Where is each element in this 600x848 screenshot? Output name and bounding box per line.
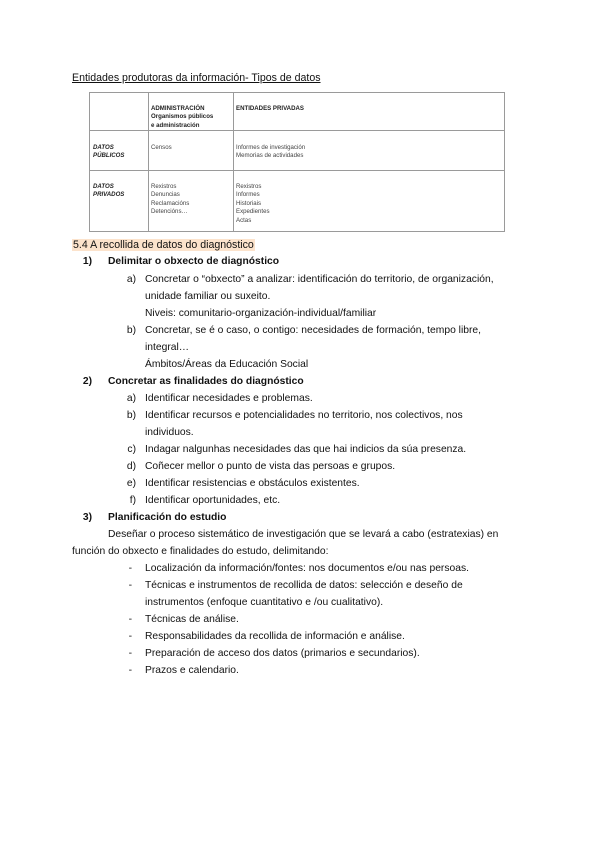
- list-text: Técnicas e instrumentos de recollida de datos: selección e deseño de: [145, 580, 463, 591]
- cell-line: Denuncias: [151, 191, 180, 199]
- bullet-marker: -: [128, 563, 132, 574]
- list-marker: b): [126, 410, 136, 421]
- list-text: Concretar o “obxecto” a analizar: identificación do territorio, de organización,: [145, 274, 494, 285]
- col-header-line: e administración: [151, 121, 200, 129]
- row-header-line: PÚBLICOS: [93, 152, 125, 160]
- list-text: Niveis: comunitario-organización-individual/familiar: [145, 308, 377, 319]
- list-marker: c): [127, 444, 136, 455]
- list-marker: d): [126, 461, 136, 472]
- cell-public-private: [236, 144, 305, 161]
- list-text: Identificar recursos e potencialidades no territorio, nos colectivos, nos: [145, 410, 463, 421]
- bullet-marker: -: [128, 648, 132, 659]
- row-header-line: DATOS: [93, 183, 114, 190]
- col-header-private: [236, 105, 304, 113]
- row-header-line: DATOS: [93, 144, 114, 151]
- cell-line: Expedientes: [236, 208, 270, 216]
- col-header-line: Organismos públicos: [151, 113, 214, 121]
- cell-line: Rexistros: [151, 183, 177, 190]
- cell-line: Informes de investigación: [236, 144, 306, 151]
- list-number: 2): [82, 376, 92, 387]
- cell-line: Reclamacións: [151, 199, 190, 207]
- subsection-title: Concretar as finalidades do diagnóstico: [108, 376, 304, 387]
- subsection-title: Delimitar o obxecto de diagnóstico: [108, 256, 280, 267]
- list-marker: e): [126, 478, 136, 489]
- cell-line: Actas: [236, 216, 252, 224]
- list-text: instrumentos (enfoque cuantitativo e /ou cualitativo).: [145, 597, 384, 608]
- cell-public-admin: [151, 144, 172, 152]
- list-text: individuos.: [145, 427, 194, 438]
- table-divider: [148, 93, 149, 231]
- data-types-table: [89, 92, 505, 232]
- paragraph-text: Deseñar o proceso sistemático de investigación que se levará a cabo (estratexias) en: [108, 529, 499, 540]
- list-text: Coñecer mellor o punto de vista das persoas e grupos.: [145, 461, 396, 472]
- cell-line: Rexistros: [236, 183, 262, 190]
- list-text: Preparación de acceso dos datos (primarios e secundarios).: [145, 648, 420, 659]
- col-header-admin: [151, 105, 213, 130]
- table-divider: [233, 93, 234, 231]
- bullet-marker: -: [128, 580, 132, 591]
- table-caption: Entidades produtoras da información- Tipos de datos: [72, 72, 321, 84]
- list-text: Identificar necesidades e problemas.: [145, 393, 313, 404]
- list-text: Técnicas de análise.: [145, 614, 239, 625]
- list-text: Ámbitos/Áreas da Educación Social: [145, 359, 309, 370]
- cell-line: Informes: [236, 191, 260, 199]
- list-text: Prazos e calendario.: [145, 665, 239, 676]
- list-number: 1): [82, 256, 92, 267]
- list-text: Identificar resistencias e obstáculos existentes.: [145, 478, 360, 489]
- list-text: Identificar oportunidades, etc.: [145, 495, 281, 506]
- list-text: Indagar nalgunhas necesidades das que hai indicios da súa presenza.: [145, 444, 467, 455]
- cell-line: Censos: [151, 144, 172, 151]
- col-header-line: ADMINISTRACIÓN: [151, 105, 205, 112]
- cell-private-private: [236, 183, 270, 225]
- list-text: unidade familiar ou suxeito.: [145, 291, 271, 302]
- bullet-marker: -: [128, 631, 132, 642]
- bullet-marker: -: [128, 665, 132, 676]
- col-header-line: ENTIDADES PRIVADAS: [236, 105, 304, 112]
- table-divider: [90, 170, 504, 171]
- row-header-public: [93, 144, 125, 161]
- list-text: integral…: [145, 342, 190, 353]
- cell-line: Detencións…: [151, 208, 188, 216]
- row-header-line: PRIVADOS: [93, 191, 125, 199]
- cell-line: Memorias de actividades: [236, 152, 304, 160]
- cell-line: Historiais: [236, 199, 262, 207]
- list-number: 3): [82, 512, 92, 523]
- list-text: Localización da información/fontes: nos documentos e/ou nas persoas.: [145, 563, 469, 574]
- paragraph-text: función do obxecto e finalidades do estudo, delimitando:: [72, 546, 329, 557]
- row-header-private: [93, 183, 124, 200]
- bullet-marker: -: [128, 614, 132, 625]
- section-title: 5.4 A recollida de datos do diagnóstico: [73, 239, 254, 251]
- list-marker: f): [129, 495, 136, 506]
- list-marker: a): [126, 393, 136, 404]
- list-marker: b): [126, 325, 136, 336]
- list-marker: a): [126, 274, 136, 285]
- list-text: Concretar, se é o caso, o contigo: necesidades de formación, tempo libre,: [145, 325, 481, 336]
- cell-private-admin: [151, 183, 189, 217]
- subsection-title: Planificación do estudio: [108, 512, 227, 523]
- list-text: Responsabilidades da recollida de información e análise.: [145, 631, 405, 642]
